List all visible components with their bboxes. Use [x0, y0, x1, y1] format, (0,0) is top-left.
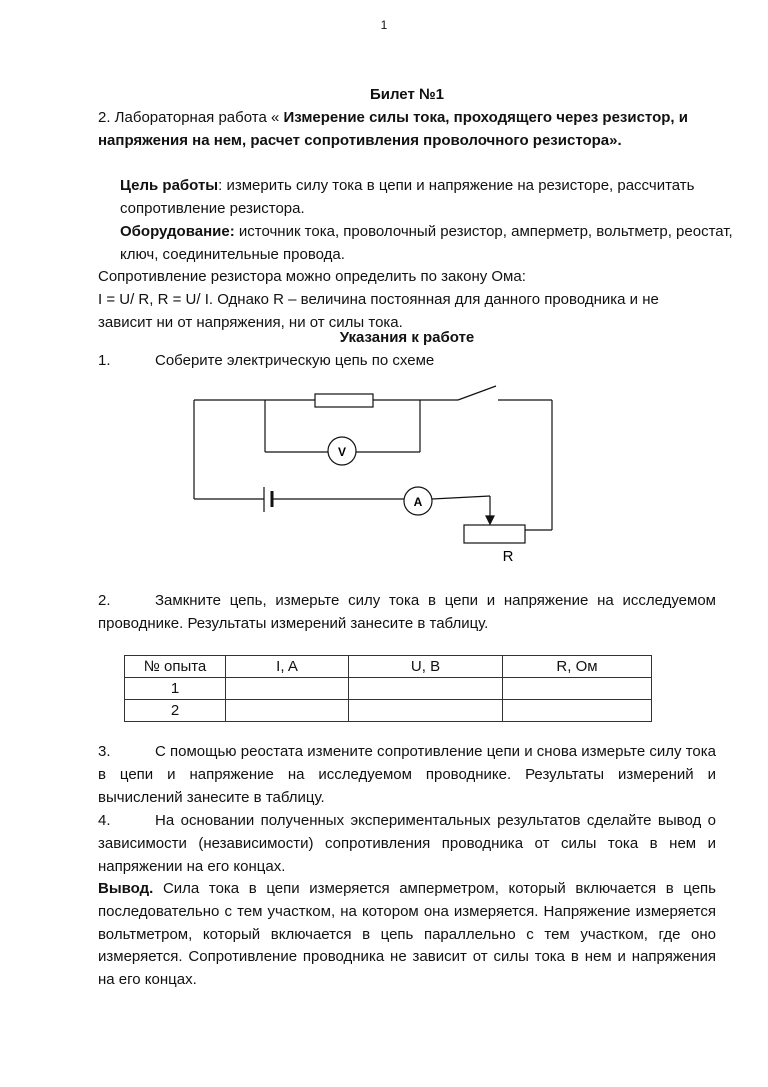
table-cell[interactable]: [226, 700, 349, 722]
ohm-text: I = U/ R, R = U/ I. Однако R – величина постоянная для данного проводника и не зависит ни от напряжения, ни от силы тока.: [98, 291, 659, 331]
equipment-paragraph: [98, 221, 738, 267]
lab-title: Измерение силы тока, проходящего через резистор, и напряжения на нем, расчет сопротивления проволочного резистора».: [98, 109, 688, 149]
step-4: [98, 810, 716, 878]
table-cell[interactable]: [503, 700, 652, 722]
voltmeter-label: V: [337, 445, 347, 459]
table-row: [125, 678, 652, 700]
rheostat-arrow-icon: [486, 516, 494, 524]
conclusion-text: Сила тока в цепи измеряется амперметром, который включается в цепь последовательно с тем участком, на котором она измеряется. Напряжение измеряется вольтметром, который включается в цепь параллельно с тем участком, где оно измеряется. Сопротивление проводника не зависит от силы тока в нем и напряжения на его концах.: [98, 880, 716, 989]
table-cell[interactable]: [226, 678, 349, 700]
table-header-cell: U, B: [349, 656, 503, 678]
instructions-title: Указания к работе: [339, 329, 475, 346]
conclusion-paragraph: [98, 878, 716, 992]
ticket-title: Билет №1: [369, 86, 445, 103]
step-1: [98, 350, 716, 373]
ammeter-label: A: [413, 495, 423, 509]
step-text: Соберите электрическую цепь по схеме: [155, 352, 435, 369]
table-cell: 1: [125, 678, 226, 700]
equipment-text: источник тока, проволочный резистор, амперметр, вольтметр, реостат, ключ, соединительные провода.: [120, 223, 733, 263]
wire-ammeter-rheostat: [432, 496, 490, 499]
rheostat-label: R: [502, 548, 514, 565]
step-text: С помощью реостата измените сопротивление цепи и снова измерьте силу тока в цепи и напряжение на исследуемом проводнике. Результаты измерений и вычислений занесите в таблицу.: [98, 743, 716, 806]
step-number: 3.: [98, 743, 111, 760]
table-cell[interactable]: [349, 700, 503, 722]
step-text: Замкните цепь, измерьте силу тока в цепи и напряжение на исследуемом проводнике. Результаты измерений занесите в таблицу.: [98, 592, 716, 632]
circuit-diagram: [180, 380, 560, 570]
goal-text: : измерить силу тока в цепи и напряжение на резисторе, рассчитать сопротивление резистора.: [120, 177, 695, 217]
goal-label: Цель работы: [120, 177, 219, 194]
results-table: [124, 655, 652, 722]
ohm-intro: Сопротивление резистора можно определить по закону Ома:: [98, 268, 526, 285]
table-cell[interactable]: [349, 678, 503, 700]
step-number: 1.: [98, 352, 111, 369]
equipment-label: Оборудование:: [120, 223, 235, 240]
step-2: [98, 590, 716, 636]
table-cell: 2: [125, 700, 226, 722]
resistor-symbol: [315, 394, 373, 407]
table-cell[interactable]: [503, 678, 652, 700]
lab-prefix: 2. Лабораторная работа «: [98, 109, 284, 126]
table-header-cell: I, A: [226, 656, 349, 678]
step-number: 4.: [98, 812, 111, 829]
lab-heading: [98, 107, 716, 153]
table-row: [125, 700, 652, 722]
switch-blade: [458, 386, 496, 400]
conclusion-label: Вывод.: [98, 880, 154, 897]
step-text: На основании полученных экспериментальных результатов сделайте вывод о зависимости (независимости) сопротивления проводника от силы тока в нем и напряжении на его концах.: [98, 812, 716, 875]
table-header-row: [125, 656, 652, 678]
page-number: 1: [380, 18, 388, 32]
goal-paragraph: [98, 175, 738, 221]
table-header-cell: № опыта: [125, 656, 226, 678]
step-3: [98, 741, 716, 809]
rheostat-symbol: [464, 525, 525, 543]
table-header-cell: R, Ом: [503, 656, 652, 678]
step-number: 2.: [98, 592, 111, 609]
